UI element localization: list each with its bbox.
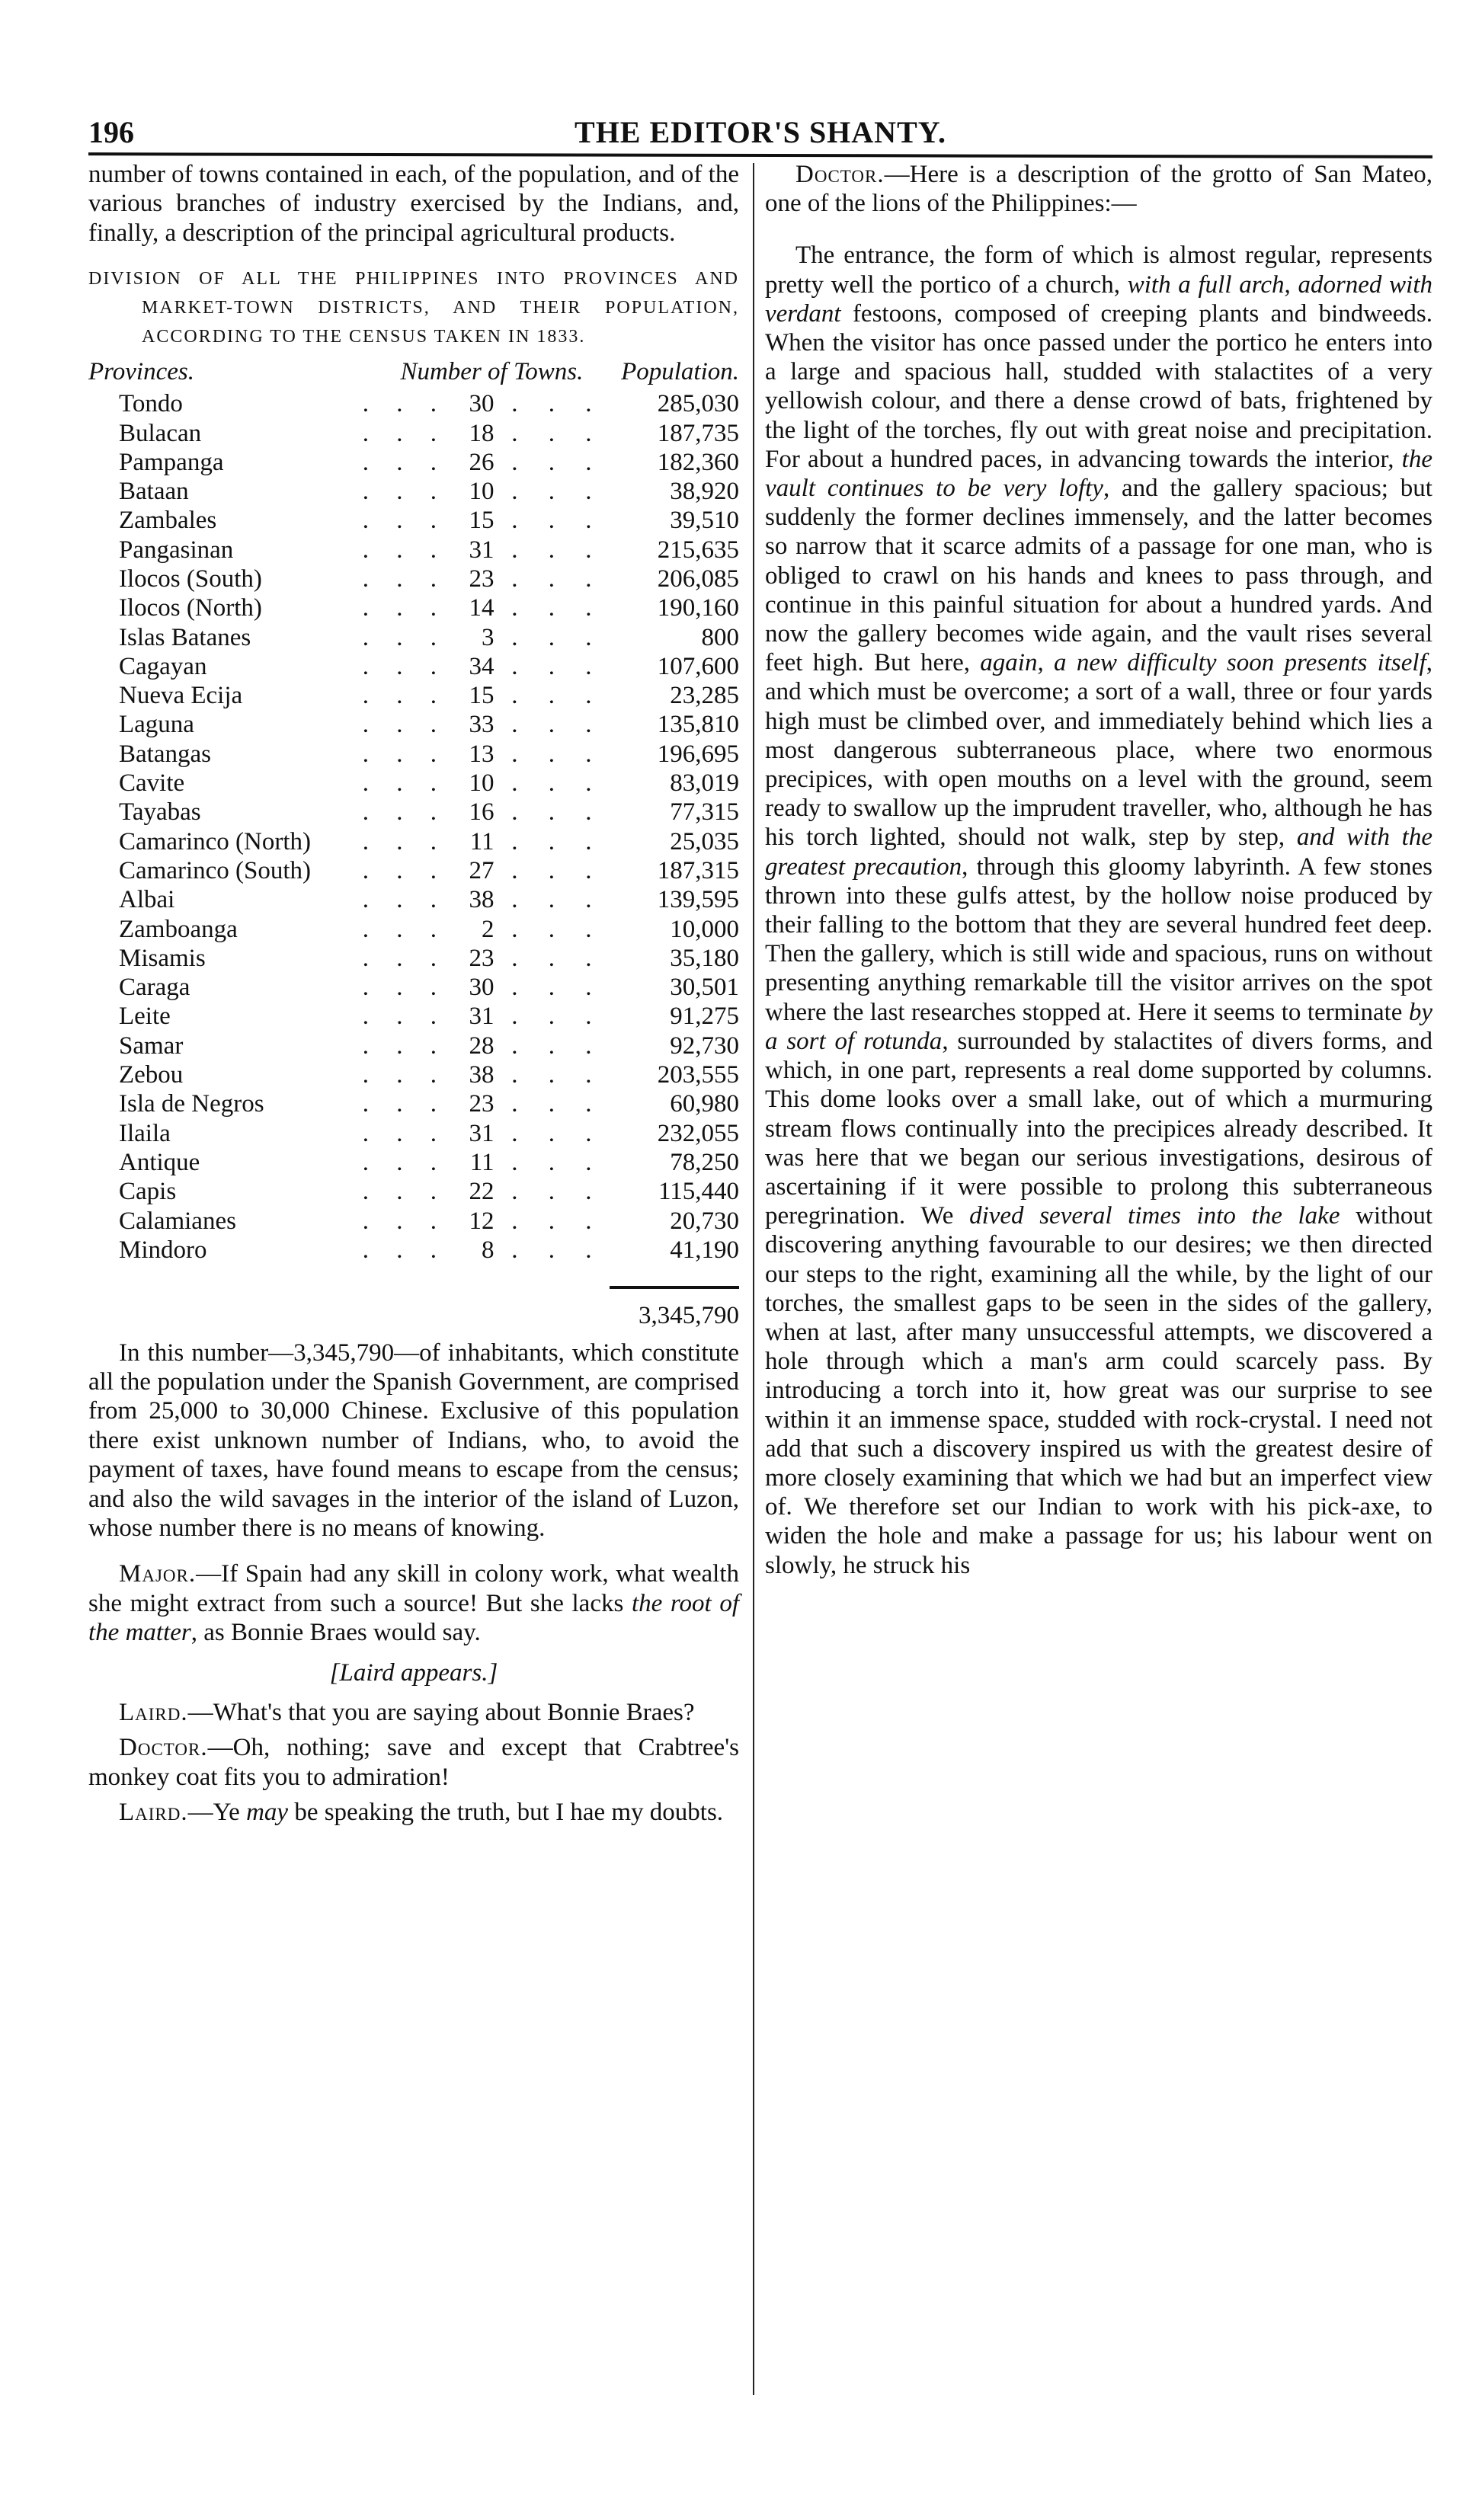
dot-leader: . . .	[511, 1003, 604, 1031]
dot-leader: . . .	[511, 944, 604, 972]
dot-leader: . . .	[511, 478, 604, 506]
province-cell: Antique	[119, 1148, 200, 1176]
dot-leader: . . .	[362, 1236, 448, 1264]
province-cell: Nueva Ecija	[119, 682, 243, 710]
dot-leader: . . .	[511, 1119, 604, 1147]
table-row	[88, 564, 739, 593]
towns-cell: 18	[469, 419, 495, 447]
towns-cell: 2	[482, 915, 495, 943]
population-cell: 206,085	[657, 565, 739, 593]
towns-cell: 31	[469, 1003, 495, 1031]
dot-leader: . . .	[511, 623, 604, 651]
dot-leader: . . .	[511, 565, 604, 593]
table-row	[88, 1002, 739, 1031]
dot-leader: . . .	[362, 886, 448, 914]
towns-cell: 10	[469, 478, 495, 506]
province-cell: Zamboanga	[119, 915, 238, 943]
province-cell: Tayabas	[119, 798, 201, 827]
dot-leader: . . .	[362, 944, 448, 972]
population-cell: 107,600	[657, 652, 739, 680]
table-row	[88, 477, 739, 506]
table-row	[88, 827, 739, 856]
table-caption: DIVISION OF ALL THE PHILIPPINES INTO PROVINCES AND MARKET-TOWN DISTRICTS, AND THEIR POPULATION, ACCORDING TO THE CENSUS TAKEN IN 1833.	[88, 269, 739, 347]
dot-leader: . . .	[362, 1003, 448, 1031]
dot-leader: . . .	[362, 769, 448, 798]
population-cell: 78,250	[670, 1148, 739, 1176]
towns-cell: 30	[469, 390, 495, 418]
table-row	[88, 389, 739, 418]
table-row	[88, 944, 739, 973]
table-row	[88, 681, 739, 710]
population-cell: 135,810	[657, 711, 739, 739]
population-cell: 215,635	[657, 536, 739, 564]
dot-leader: . . .	[511, 682, 604, 710]
towns-cell: 23	[469, 1090, 495, 1118]
towns-cell: 34	[469, 652, 495, 680]
population-cell: 39,510	[670, 507, 739, 535]
province-cell: Mindoro	[119, 1236, 207, 1264]
table-row	[88, 1119, 739, 1148]
dot-leader: . . .	[511, 915, 604, 943]
towns-cell: 14	[469, 594, 495, 622]
towns-cell: 15	[469, 682, 495, 710]
doctor-intro: Doctor.—Here is a description of the grotto of San Mateo, one of the lions of the Philippines:—	[765, 161, 1432, 218]
towns-cell: 12	[469, 1207, 495, 1235]
dot-leader: . . .	[362, 448, 448, 476]
province-cell: Camarinco (South)	[119, 856, 312, 884]
speaker-major: Major.	[119, 1560, 197, 1588]
table-row	[88, 593, 739, 622]
dot-leader: . . .	[362, 565, 448, 593]
towns-cell: 11	[469, 827, 495, 855]
dot-leader: . . .	[511, 711, 604, 739]
towns-cell: 30	[469, 974, 495, 1002]
towns-cell: 33	[469, 711, 495, 739]
dot-leader: . . .	[362, 1148, 448, 1176]
table-row	[88, 506, 739, 535]
dot-leader: . . .	[362, 652, 448, 680]
dot-leader: . . .	[511, 1236, 604, 1264]
towns-cell: 38	[469, 1061, 495, 1089]
table-row	[88, 1060, 739, 1089]
table-row	[88, 973, 739, 1002]
table-row	[88, 798, 739, 827]
table-row	[88, 740, 739, 769]
stage-direction: [Laird appears.]	[329, 1658, 498, 1687]
population-cell: 41,190	[670, 1236, 739, 1264]
dot-leader: . . .	[362, 536, 448, 564]
speaker-laird: Laird.	[119, 1699, 188, 1726]
text-run: The entrance, the form of which is almost regular, represents pretty well the portico of a church,	[765, 241, 1432, 299]
right-column	[765, 160, 1432, 1580]
population-cell: 20,730	[670, 1207, 739, 1235]
table-row	[88, 448, 739, 477]
population-cell: 187,735	[657, 419, 739, 447]
grotto-description-quote	[765, 241, 1432, 1579]
text-run: , through this gloomy labyrinth. A few stones thrown into these gulfs attest, by the hollow noise produced by their falling to the bottom that they are several hundred feet deep. Then the gallery, which is still wide and spacious, runs on without presenting anything remarkable till the visitor arrives on the spot where the last researches stopped at. Here it seems to terminate	[765, 852, 1432, 1026]
towns-cell: 8	[482, 1236, 495, 1264]
dot-leader: . . .	[511, 507, 604, 535]
dot-leader: . . .	[511, 1090, 604, 1118]
towns-cell: 11	[469, 1148, 495, 1176]
page-number: 196	[88, 115, 134, 149]
dot-leader: . . .	[511, 827, 604, 855]
population-cell: 10,000	[670, 915, 739, 943]
dot-leader: . . .	[511, 652, 604, 680]
dot-leader: . . .	[511, 448, 604, 476]
towns-cell: 26	[469, 448, 495, 476]
laird-speech-2: Laird.—Ye may be speaking the truth, but I hae my doubts.	[119, 1799, 724, 1827]
italic-run: and with the greatest precaution	[765, 823, 1433, 881]
population-cell: 35,180	[670, 944, 739, 972]
paragraph-after-table: In this number—3,345,790—of inhabitants, which constitute all the population under the Spanish Government, are comprised from 25,000 to 30,000 Chinese. Exclusive of this population there exist unknown number of Indians, who, to avoid the payment of taxes, have found means to escape from the census; and also the wild savages in the interior of the island of Luzon, whose number there is no means of knowing.	[88, 1338, 739, 1542]
province-cell: Cagayan	[119, 652, 207, 680]
province-cell: Albai	[119, 886, 175, 914]
dot-leader: . . .	[362, 682, 448, 710]
table-row	[88, 1148, 739, 1177]
italic-run: dived several times into the lake	[969, 1202, 1340, 1230]
population-total: 3,345,790	[639, 1302, 739, 1330]
doctor-speech: Doctor.—Oh, nothing; save and except that Crabtree's monkey coat fits you to admiration!	[88, 1734, 739, 1791]
population-cell: 115,440	[658, 1178, 739, 1206]
population-cell: 92,730	[670, 1031, 739, 1060]
table-row	[88, 1089, 739, 1118]
towns-cell: 31	[469, 1119, 495, 1147]
province-cell: Laguna	[119, 711, 194, 739]
province-cell: Samar	[119, 1031, 184, 1060]
province-cell: Ilocos (South)	[119, 565, 262, 593]
dot-leader: . . .	[362, 1178, 448, 1206]
population-cell: 203,555	[657, 1061, 739, 1089]
table-row	[88, 623, 739, 652]
towns-cell: 28	[469, 1031, 495, 1060]
province-cell: Tondo	[119, 390, 183, 418]
population-cell: 38,920	[670, 478, 739, 506]
dot-leader: . . .	[511, 1178, 604, 1206]
table-row	[88, 710, 739, 739]
province-cell: Ilocos (North)	[119, 594, 262, 622]
dot-leader: . . .	[511, 594, 604, 622]
province-cell: Pangasinan	[119, 536, 234, 564]
dot-leader: . . .	[362, 594, 448, 622]
population-cell: 77,315	[670, 798, 739, 827]
dot-leader: . . .	[511, 1031, 604, 1060]
province-cell: Isla de Negros	[119, 1090, 264, 1118]
dot-leader: . . .	[511, 798, 604, 827]
population-cell: 232,055	[657, 1119, 739, 1147]
dot-leader: . . .	[362, 390, 448, 418]
intro-paragraph: number of towns contained in each, of the population, and of the various branches of industry exercised by the Indians, and, finally, a description of the principal agricultural products.	[88, 161, 739, 247]
towns-cell: 15	[469, 507, 495, 535]
province-cell: Leite	[119, 1003, 171, 1031]
population-cell: 25,035	[670, 827, 739, 855]
dot-leader: . . .	[362, 740, 448, 768]
towns-cell: 10	[469, 769, 495, 798]
province-cell: Capis	[119, 1178, 177, 1206]
text-run: , surrounded by stalactites of divers forms, and which, in one part, represents a real dome supported by columns. This dome looks over a small lake, out of which a murmuring stream flows continually into the precipices already described. It was here that we began our serious investigations, desirous of ascertaining if it were possible to prolong this subterraneous peregrination. We	[765, 1027, 1432, 1230]
italic-run: by a sort of rotunda	[765, 998, 1432, 1055]
dot-leader: . . .	[511, 740, 604, 768]
dot-leader: . . .	[362, 1031, 448, 1060]
table-row	[88, 419, 739, 448]
table-header-row	[88, 357, 739, 389]
population-cell: 23,285	[670, 682, 739, 710]
dot-leader: . . .	[511, 974, 604, 1002]
table-row	[88, 769, 739, 798]
italic-run: with a full arch, adorned with verdant	[765, 270, 1432, 328]
dot-leader: . . .	[511, 1148, 604, 1176]
dot-leader: . . .	[362, 478, 448, 506]
laird-speech-1: Laird.—What's that you are saying about Bonnie Braes?	[119, 1699, 695, 1726]
population-cell: 60,980	[670, 1090, 739, 1118]
province-cell: Pampanga	[119, 448, 224, 476]
text-run: , and the gallery spacious; but suddenly the former declines immensely, and the latter becomes so narrow that it scarce admits of a passage for one man, who is obliged to crawl on his hands and knees to pass through, and continue in this painful situation for about a hundred yards. And now the gallery becomes wide again, and the vault rises several feet high. But here,	[765, 475, 1432, 677]
speaker-laird: Laird.	[119, 1799, 188, 1827]
dot-leader: . . .	[511, 856, 604, 884]
text-run: without discovering anything favourable to our desires; we then directed our steps to the right, examining all the while, by the light of our torches, the smallest gaps to be seen in the sides of the gallery, when at last, after many unsuccessful attempts, we discovered a hole through which a man's arm could scarcely pass. By introducing a torch into it, how great was our surprise to see within it an immense space, studded with rock-crystal. I need not add that such a discovery inspired us with the greatest desire of more closely examining that which we had but an imperfect view of. We therefore set our Indian to work with his pick-axe, to widen the hole and make a passage for us; his labour went on slowly, he struck his	[765, 1202, 1432, 1579]
province-cell: Zambales	[119, 507, 217, 535]
population-cell: 800	[701, 623, 739, 651]
dot-leader: . . .	[362, 507, 448, 535]
province-cell: Batangas	[119, 740, 211, 768]
towns-cell: 31	[469, 536, 495, 564]
dot-leader: . . .	[511, 390, 604, 418]
towns-cell: 22	[469, 1178, 495, 1206]
province-cell: Caraga	[119, 974, 190, 1002]
dot-leader: . . .	[362, 623, 448, 651]
dot-leader: . . .	[511, 769, 604, 798]
total-rule	[610, 1286, 739, 1289]
dot-leader: . . .	[511, 886, 604, 914]
dot-leader: . . .	[362, 1061, 448, 1089]
running-title: THE EDITOR'S SHANTY.	[575, 115, 946, 149]
major-speech: Major.—If Spain had any skill in colony work, what wealth she might extract from such a source! But she lacks the root of the matter, as Bonnie Braes would say.	[88, 1560, 739, 1647]
dot-leader: . . .	[362, 1119, 448, 1147]
towns-cell: 27	[469, 856, 495, 884]
table-row	[88, 1207, 739, 1236]
census-table	[88, 357, 739, 1265]
population-cell: 83,019	[670, 769, 739, 798]
province-cell: Misamis	[119, 944, 206, 972]
text-run: festoons, composed of creeping plants and bindweeds. When the visitor has once passed under the portico he enters into a large and spacious hall, studded with stalactites of a very yellowish colour, and there a dense crowd of bats, frightened by the light of the torches, fly out with great noise and precipitation. For about a hundred paces, in advancing towards the interior,	[765, 299, 1432, 473]
dot-leader: . . .	[362, 974, 448, 1002]
towns-cell: 13	[469, 740, 495, 768]
province-cell: Bataan	[119, 478, 189, 506]
province-cell: Ilaila	[119, 1119, 171, 1147]
province-cell: Islas Batanes	[119, 623, 251, 651]
population-cell: 187,315	[657, 856, 739, 884]
census-table-body	[88, 389, 739, 1265]
dot-leader: . . .	[362, 827, 448, 855]
towns-cell: 16	[469, 798, 495, 827]
header-number-of-towns: Number of Towns.	[400, 358, 584, 386]
towns-cell: 38	[469, 886, 495, 914]
towns-cell: 23	[469, 565, 495, 593]
table-row	[88, 1031, 739, 1060]
population-cell: 182,360	[657, 448, 739, 476]
towns-cell: 3	[482, 623, 495, 651]
table-row	[88, 885, 739, 914]
province-cell: Calamianes	[119, 1207, 236, 1235]
dot-leader: . . .	[511, 536, 604, 564]
population-cell: 91,275	[670, 1003, 739, 1031]
dot-leader: . . .	[362, 856, 448, 884]
table-row	[88, 652, 739, 681]
dot-leader: . . .	[511, 419, 604, 447]
province-cell: Camarinco (North)	[119, 827, 311, 855]
italic-run: again, a new difficulty soon presents itself	[980, 649, 1426, 677]
page-header	[88, 114, 1432, 152]
population-cell: 196,695	[657, 740, 739, 768]
province-cell: Zebou	[119, 1061, 184, 1089]
dot-leader: . . .	[362, 915, 448, 943]
table-row	[88, 1177, 739, 1206]
dot-leader: . . .	[511, 1207, 604, 1235]
province-cell: Bulacan	[119, 419, 202, 447]
dot-leader: . . .	[362, 1207, 448, 1235]
towns-cell: 23	[469, 944, 495, 972]
italic-run: the vault continues to be very lofty	[765, 445, 1432, 503]
speaker-doctor: Doctor.	[119, 1734, 208, 1762]
table-row	[88, 856, 739, 885]
left-column	[88, 160, 739, 1828]
population-cell: 30,501	[670, 974, 739, 1002]
population-cell: 139,595	[657, 886, 739, 914]
dot-leader: . . .	[511, 1061, 604, 1089]
dot-leader: . . .	[362, 798, 448, 827]
header-population: Population.	[621, 358, 739, 386]
table-row	[88, 536, 739, 564]
province-cell: Cavite	[119, 769, 185, 798]
header-rule	[88, 152, 1432, 158]
population-cell: 285,030	[657, 390, 739, 418]
dot-leader: . . .	[362, 1090, 448, 1118]
population-cell: 190,160	[657, 594, 739, 622]
dot-leader: . . .	[362, 711, 448, 739]
column-divider	[753, 163, 754, 2395]
dot-leader: . . .	[362, 419, 448, 447]
table-row	[88, 1236, 739, 1265]
header-provinces: Provinces.	[88, 358, 194, 386]
table-row	[88, 915, 739, 944]
speaker-doctor: Doctor.	[795, 161, 885, 188]
text-run: , and which must be overcome; a sort of a wall, three or four yards high must be climbed over, and immediately behind which lies a most dangerous subterraneous place, where two enormous precipices, with open mouths on a level with the ground, seem ready to swallow up the imprudent traveller, who, although he has his torch lighted, should not walk, step by step,	[765, 649, 1432, 852]
